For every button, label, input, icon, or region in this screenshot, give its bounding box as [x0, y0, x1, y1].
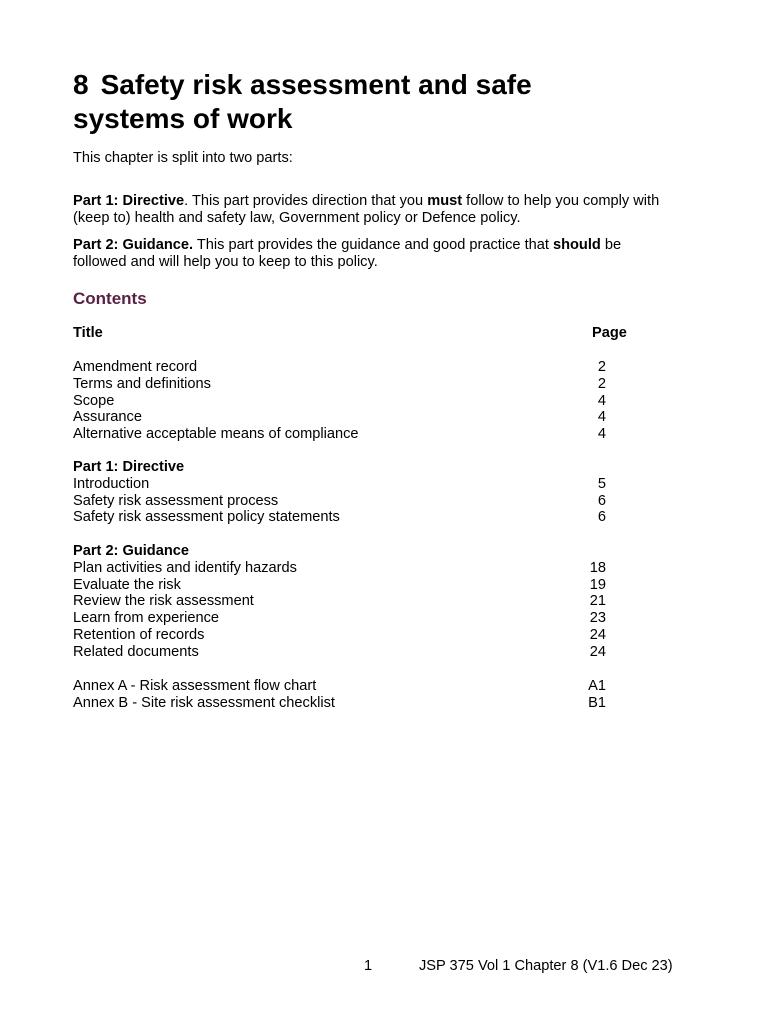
part2-label: Part 2: Guidance. [73, 237, 194, 253]
toc-row [73, 409, 633, 426]
contents-heading: Contents [73, 289, 147, 308]
toc-row [73, 359, 633, 376]
part1-emphasis: must [427, 193, 463, 209]
toc-row [73, 593, 633, 610]
part1-text-a: . This part provides direction that you [184, 193, 428, 209]
toc-group-part2 [73, 543, 633, 661]
toc-row [73, 610, 633, 627]
toc-row-page: 19 [589, 576, 606, 593]
part1-label: Part 1: Directive [73, 193, 185, 209]
footer-reference: JSP 375 Vol 1 Chapter 8 (V1.6 Dec 23) [419, 958, 673, 974]
part2-paragraph [73, 237, 673, 271]
toc-row [73, 476, 633, 493]
toc-group-part1 [73, 459, 633, 526]
toc-row-title: Review the risk assessment [73, 593, 254, 610]
footer-page-number: 1 [364, 958, 373, 974]
toc-group-heading: Part 1: Directive [73, 459, 185, 475]
toc-row-page: 2 [597, 375, 606, 392]
toc-row [73, 577, 633, 594]
toc-row-page: 23 [589, 610, 606, 627]
toc-row-title: Amendment record [73, 359, 198, 375]
toc-row-page: 6 [597, 509, 606, 526]
toc-row-title: Plan activities and identify hazards [73, 559, 297, 576]
toc-row-title: Learn from experience [73, 610, 220, 627]
part1-text-b: follow to help you comply with (keep to) health and safety law, Government policy or Defence policy. [73, 193, 660, 226]
toc-row-page: 5 [597, 475, 606, 492]
part1-paragraph [73, 193, 673, 227]
chapter-title-text: Safety risk assessment and safe systems of work [73, 69, 532, 134]
toc-page-column-header: Page [592, 325, 627, 341]
toc-row [73, 426, 633, 443]
toc-row-title: Assurance [73, 409, 142, 426]
toc-row-page: 6 [597, 492, 606, 509]
toc-row [73, 695, 633, 712]
toc-group-annexes [73, 678, 633, 712]
toc-row-title: Introduction [73, 475, 150, 492]
toc-row-page: 2 [597, 359, 606, 375]
toc-row-title: Scope [73, 392, 115, 409]
toc-row-title: Evaluate the risk [73, 576, 181, 593]
toc-row [73, 493, 633, 510]
chapter-title [73, 68, 633, 136]
chapter-number: 8 [73, 69, 89, 100]
toc-row [73, 393, 633, 410]
toc-group-heading: Part 2: Guidance [73, 543, 189, 559]
toc-row-title: Retention of records [73, 626, 205, 643]
part2-text-a: This part provides the guidance and good practice that [193, 237, 553, 253]
toc-row-page: 4 [597, 426, 606, 443]
toc-row-page: 21 [589, 593, 606, 610]
toc-row [73, 376, 633, 393]
toc-row [73, 560, 633, 577]
toc-row-page: 4 [597, 392, 606, 409]
toc-row-title: Safety risk assessment process [73, 492, 279, 509]
toc-row-title: Safety risk assessment policy statements [73, 509, 340, 526]
toc-row-page: A1 [588, 678, 606, 694]
toc-row-page: 18 [589, 559, 606, 576]
toc-row [73, 644, 633, 661]
toc-row [73, 627, 633, 644]
part2-text-b: be followed and will help you to keep to this policy. [73, 237, 622, 270]
toc-row [73, 678, 633, 695]
toc-row-page: 24 [589, 643, 606, 660]
toc-row [73, 509, 633, 526]
toc-row-page: 4 [597, 409, 606, 426]
intro-paragraph: This chapter is split into two parts: [73, 150, 293, 166]
toc-row-page: 24 [589, 626, 606, 643]
toc-row-title: Alternative acceptable means of compliance [73, 426, 359, 443]
toc-row-title: Terms and definitions [73, 375, 211, 392]
toc-row-page: B1 [588, 694, 606, 711]
toc-header-row [73, 325, 633, 342]
toc-title-column-header: Title [73, 325, 103, 341]
part2-emphasis: should [552, 237, 601, 253]
toc-row-title: Annex B - Site risk assessment checklist [73, 694, 335, 711]
toc-group-general [73, 359, 633, 443]
toc-row-title: Annex A - Risk assessment flow chart [73, 678, 317, 694]
toc-row-title: Related documents [73, 643, 199, 660]
